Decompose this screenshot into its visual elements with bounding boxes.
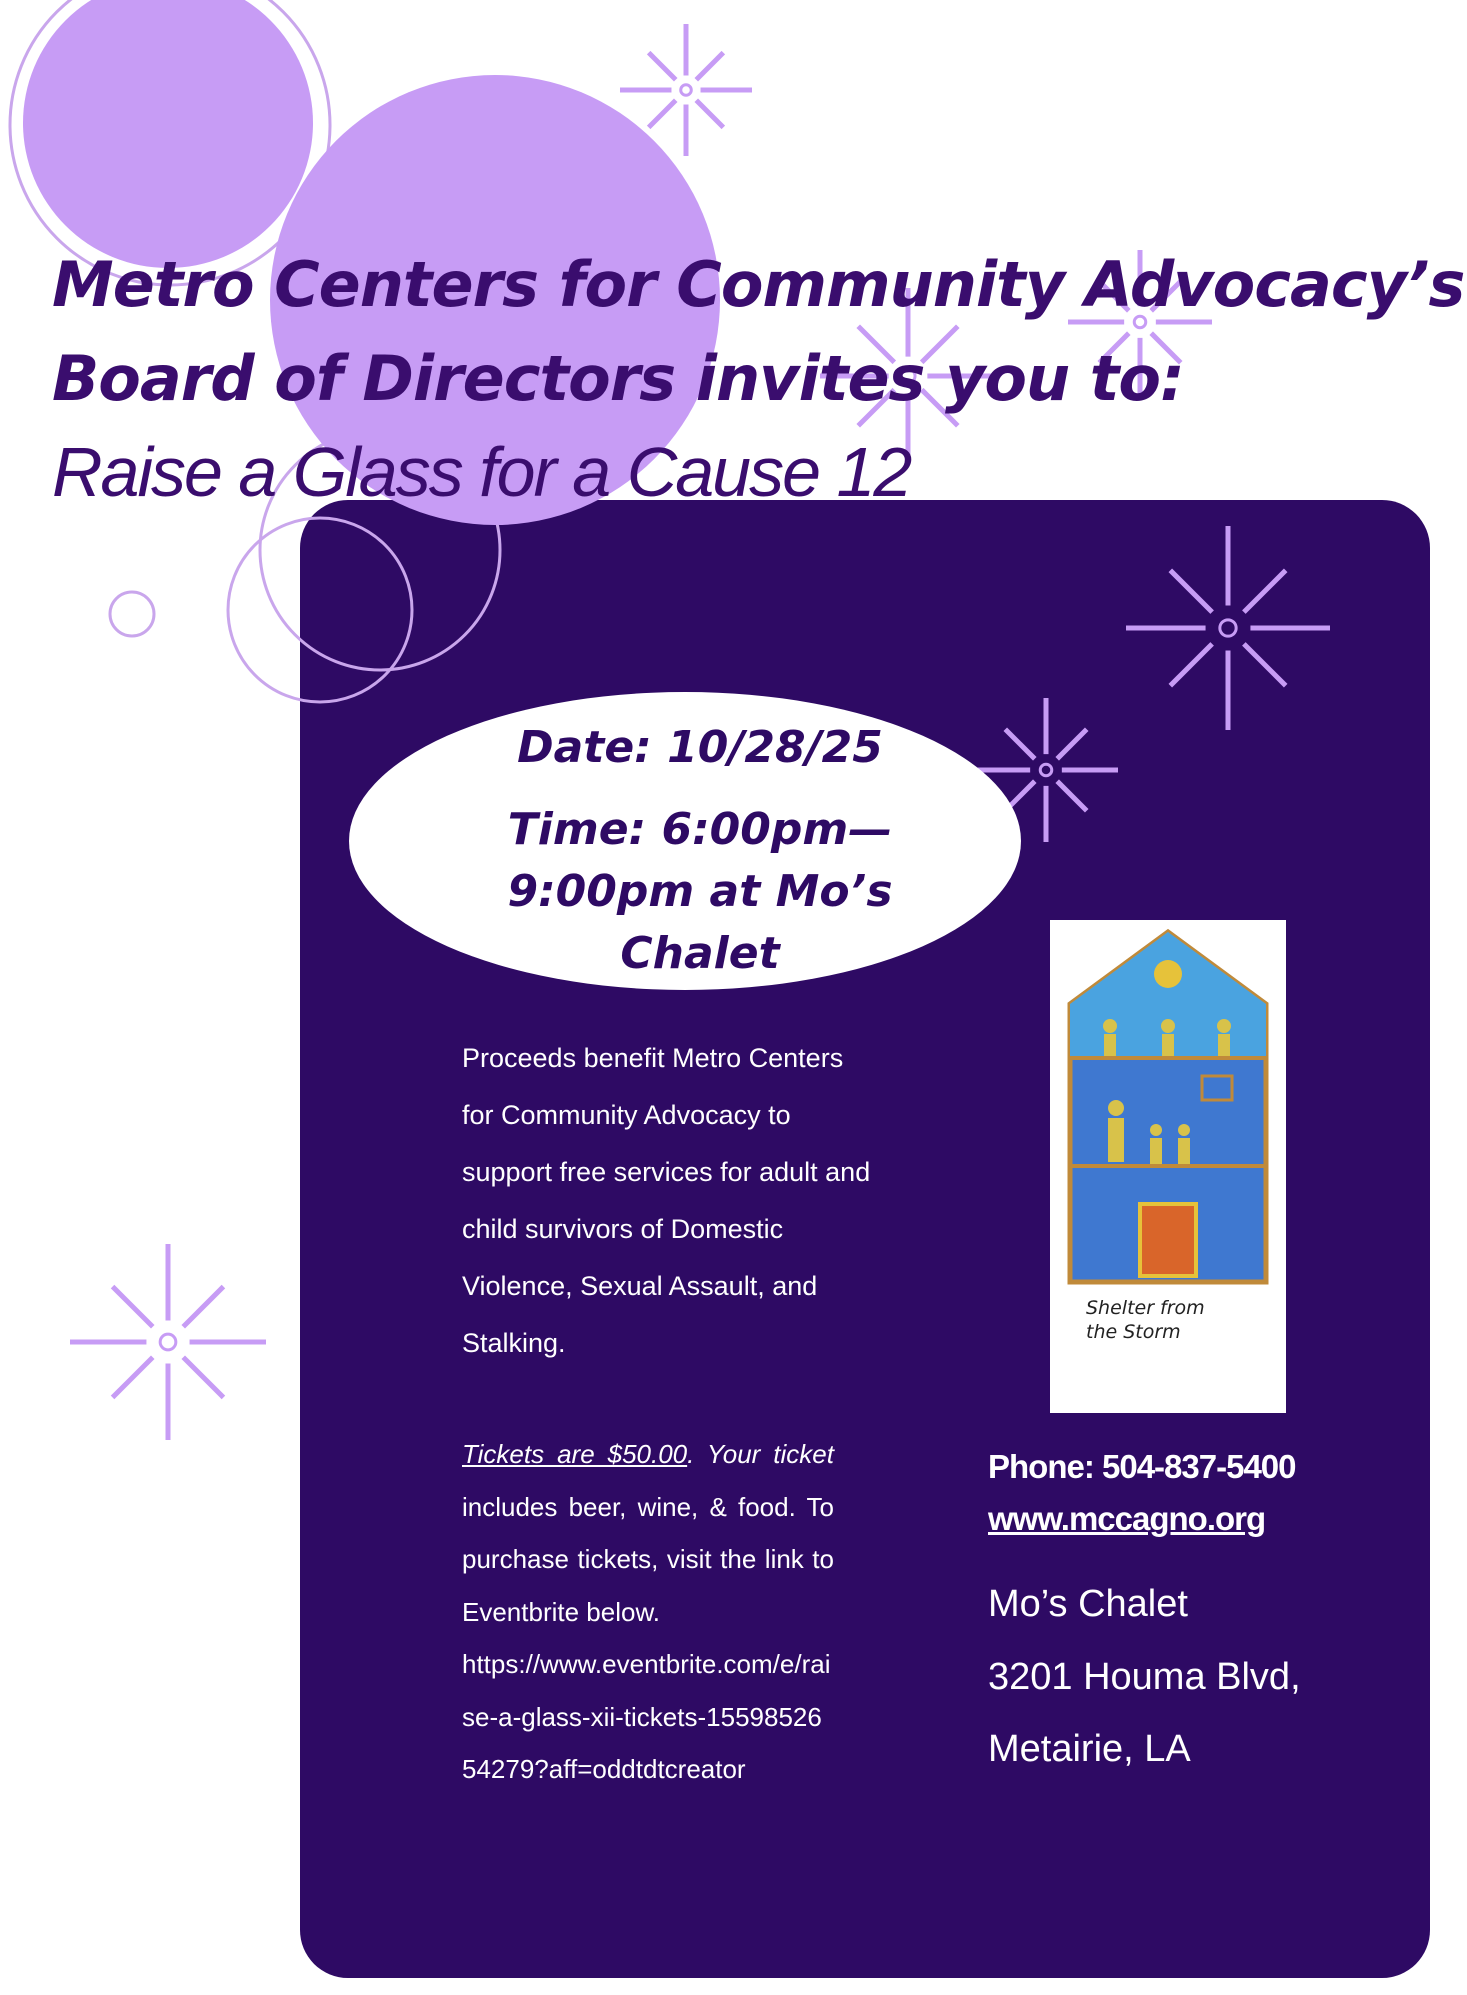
phone-number: Phone: 504-837-5400	[988, 1448, 1296, 1485]
ticket-description: includes beer, wine, & food. To purchase tickets, visit the link to Eventbrite below.	[462, 1491, 834, 1627]
organization-heading: Metro Centers for Community Advocacy’s	[52, 248, 1465, 321]
venue-name: Mo’s Chalet	[988, 1583, 1188, 1625]
proceeds-line: for Community Advocacy to	[462, 1100, 791, 1130]
event-time-line2: 9:00pm at Mo’s	[507, 866, 893, 917]
ticket-lead: . Your ticket	[687, 1439, 834, 1469]
event-time-line1: Time: 6:00pm—	[507, 804, 893, 855]
shelter-painting	[1064, 926, 1274, 1286]
event-title: Raise a Glass for a Cause 12	[52, 433, 911, 511]
ticket-price: Tickets are $50.00	[462, 1439, 688, 1469]
starburst-decoration	[1126, 526, 1330, 730]
proceeds-line: Violence, Sexual Assault, and	[462, 1271, 818, 1301]
website-link[interactable]: www.mccagno.org	[988, 1500, 1266, 1537]
venue-street: 3201 Houma Blvd,	[988, 1656, 1301, 1698]
invitation-heading: Board of Directors invites you to:	[52, 342, 1184, 415]
outline-circle-decoration	[228, 518, 412, 702]
proceeds-line: support free services for adult and	[462, 1157, 871, 1187]
proceeds-paragraph	[462, 1030, 892, 1372]
proceeds-line: Proceeds benefit Metro Centers	[462, 1043, 844, 1073]
small-circle-decoration	[110, 592, 154, 636]
artwork-caption	[1086, 1296, 1205, 1344]
event-date: Date: 10/28/25	[517, 722, 883, 773]
caption-line: the Storm	[1086, 1321, 1181, 1343]
event-time-line3: Chalet	[620, 928, 780, 979]
eventbrite-link[interactable]: https://www.eventbrite.com/e/raise-a-glass-xii-tickets-1559852654279?aff=oddtdtcreator	[462, 1649, 831, 1784]
filled-circle-decoration	[23, 0, 313, 268]
proceeds-line: Stalking.	[462, 1328, 566, 1358]
tickets-paragraph	[462, 1428, 834, 1796]
venue-city: Metairie, LA	[988, 1728, 1191, 1770]
proceeds-line: child survivors of Domestic	[462, 1214, 784, 1244]
caption-line: Shelter from	[1086, 1297, 1205, 1319]
starburst-decoration	[70, 1244, 266, 1440]
